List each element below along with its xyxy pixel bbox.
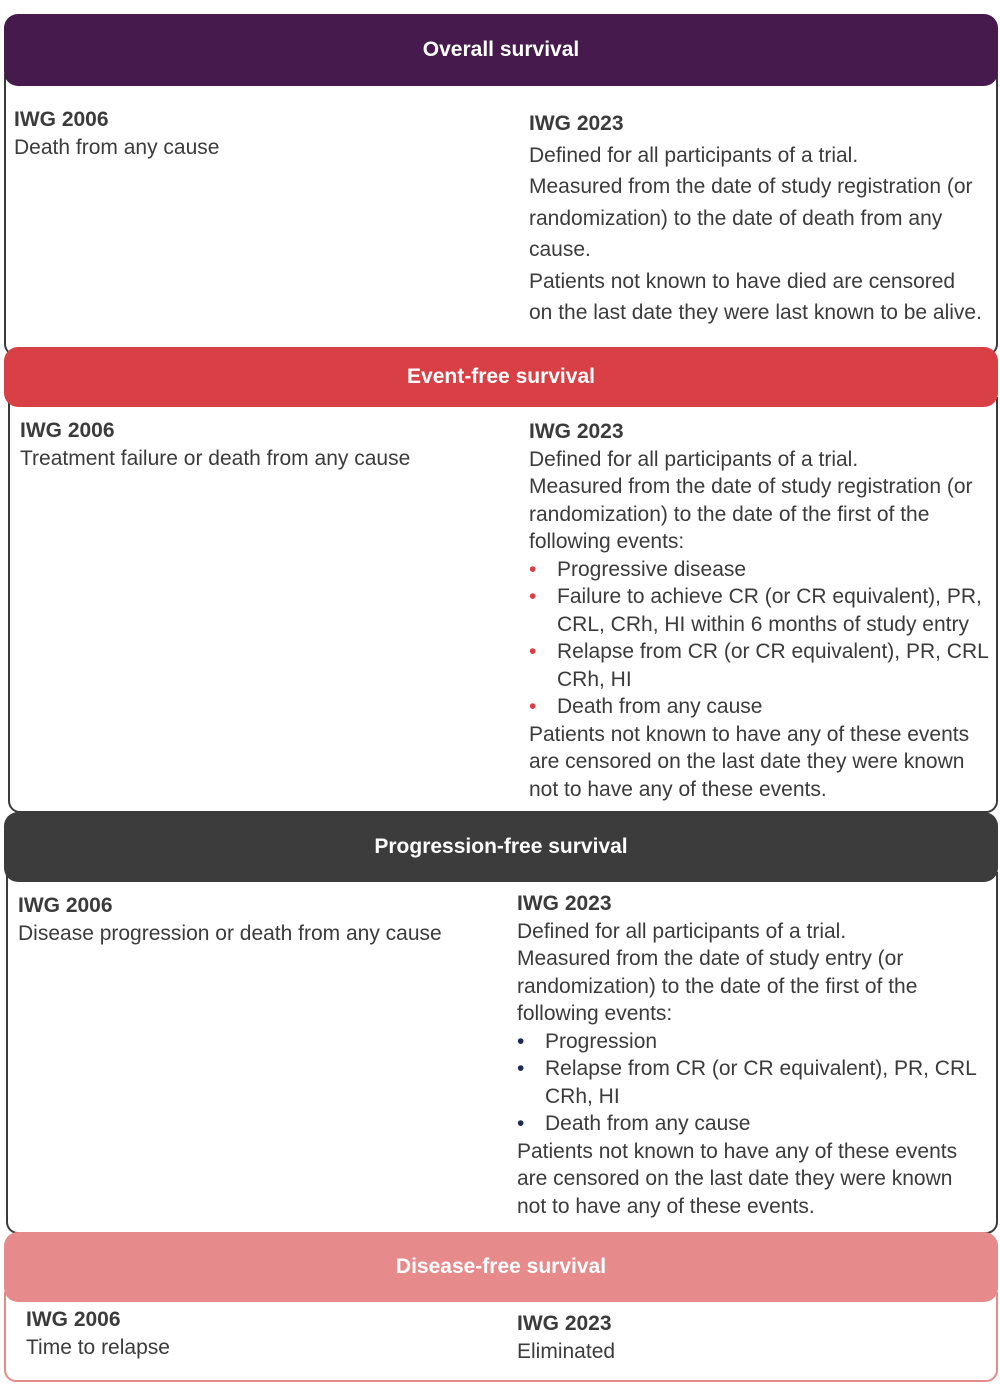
section-body [8, 397, 998, 813]
iwg2006-label: IWG 2006 [20, 419, 115, 442]
section-body [4, 1292, 998, 1382]
iwg2006-column [14, 106, 484, 161]
bullet-icon: • [517, 1029, 525, 1053]
iwg2023-line: Defined for all participants of a trial. [529, 143, 859, 167]
iwg2023-label: IWG 2023 [517, 1312, 612, 1335]
section-title: Progression-free survival [374, 835, 628, 858]
iwg2006-column [18, 892, 498, 947]
iwg2023-label: IWG 2023 [529, 112, 624, 135]
bullet-icon: • [529, 640, 537, 663]
section-title: Overall survival [422, 38, 580, 61]
iwg2006-definition: Death from any cause [14, 135, 220, 159]
iwg2006-definition: Treatment failure or death from any cause [20, 446, 411, 470]
event-list [529, 556, 989, 721]
event-list-item: • Progressive disease [529, 556, 989, 584]
section-body [6, 872, 998, 1234]
event-list-item: • Progression [517, 1028, 977, 1056]
bullet-icon: • [517, 1112, 525, 1135]
iwg2006-label: IWG 2006 [18, 894, 113, 917]
iwg2023-column [517, 1310, 977, 1365]
iwg2006-definition: Disease progression or death from any cause [18, 921, 442, 945]
bullet-icon: • [529, 585, 537, 608]
iwg2023-column [529, 418, 989, 803]
iwg2006-column [26, 1306, 496, 1361]
event-list-item: • Relapse from CR (or CR equivalent), PR, CRL CRh, HI [529, 640, 989, 691]
iwg2023-column [529, 108, 984, 329]
iwg2006-label: IWG 2006 [26, 1308, 121, 1331]
bullet-icon: • [517, 1057, 525, 1080]
iwg2023-label: IWG 2023 [529, 420, 624, 443]
iwg2006-column [20, 417, 490, 472]
iwg2023-label: IWG 2023 [517, 892, 612, 915]
iwg2023-line: Measured from the date of study registration (or randomization) to the date of death from any cause. [529, 175, 973, 261]
iwg2023-line: Defined for all participants of a trial. [517, 919, 847, 943]
section-title: Event-free survival [407, 365, 595, 388]
section-header [4, 1232, 998, 1302]
event-list-item: • Failure to achieve CR (or CR equivalent), PR, CRL, CRh, HI within 6 months of study entry [529, 585, 982, 636]
bullet-icon: • [529, 695, 537, 718]
section-body [4, 74, 998, 356]
iwg2023-line: Measured from the date of study entry (or randomization) to the date of the first of the following events: [517, 947, 918, 1025]
event-list [517, 1028, 977, 1138]
event-list-item: • Relapse from CR (or CR equivalent), PR, CRL CRh, HI [517, 1057, 977, 1108]
iwg2023-definition: Eliminated [517, 1339, 616, 1363]
event-list-item: • Death from any cause [517, 1110, 977, 1138]
iwg2006-definition: Time to relapse [26, 1335, 170, 1359]
event-list-item: • Death from any cause [529, 693, 989, 721]
bullet-icon: • [529, 557, 537, 581]
iwg2023-line: Measured from the date of study registration (or randomization) to the date of the first of the following events: [529, 475, 973, 553]
section-header [4, 14, 998, 86]
iwg2023-line: Defined for all participants of a trial. [529, 447, 859, 471]
iwg2023-line: Patients not known to have died are censored on the last date they were last known to be alive. [529, 269, 982, 324]
section-title: Disease-free survival [395, 1255, 607, 1278]
iwg2023-column [517, 890, 977, 1220]
censoring-note: Patients not known to have any of these events are censored on the last date they were known not to have any of these events. [517, 1139, 958, 1218]
section-header [4, 812, 998, 882]
iwg2006-label: IWG 2006 [14, 108, 109, 131]
section-header [4, 347, 998, 407]
censoring-note: Patients not known to have any of these events are censored on the last date they were known not to have any of these events. [529, 722, 970, 801]
